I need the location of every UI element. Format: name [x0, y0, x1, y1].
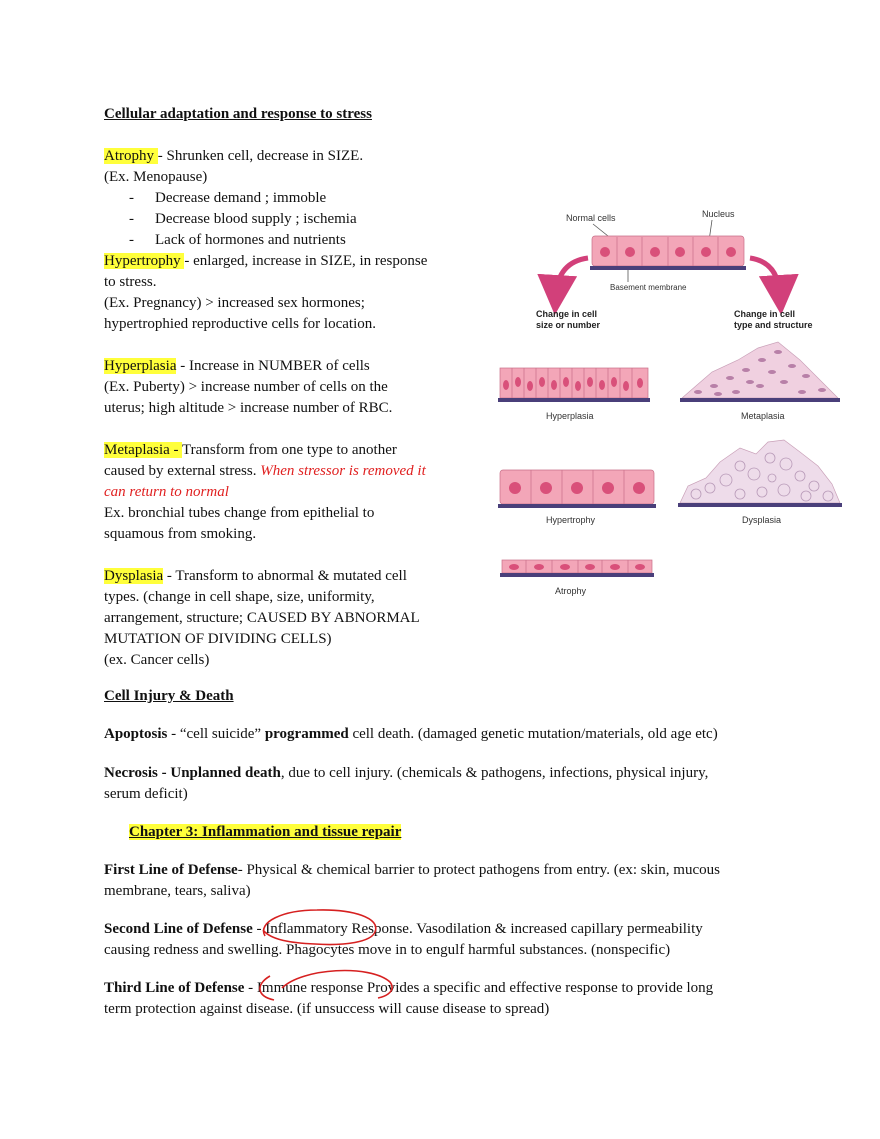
dysplasia-line: Dysplasia - Transform to abnormal & mutated cell	[104, 568, 407, 584]
atrophy-example: (Ex. Menopause)	[104, 169, 208, 185]
hyperplasia-line-3: uterus; high altitude > increase number of RBC.	[104, 400, 393, 416]
label-nucleus: Nucleus	[702, 209, 735, 219]
second-line-term: Second Line of Defense	[104, 921, 253, 937]
apoptosis-term: Apoptosis	[104, 726, 168, 742]
chapter-3-title: Chapter 3: Inflammation and tissue repair	[129, 824, 402, 840]
third-line-of-defense: Third Line of Defense - Immune response Provides a specific and effective response to provide long	[104, 980, 714, 996]
dysplasia-line-3: arrangement, structure; CAUSED BY ABNORMAL	[104, 610, 420, 626]
handwritten-circle-immune	[252, 962, 402, 1008]
label-change-type-2: type and structure	[734, 320, 813, 330]
metaplasia-image	[680, 342, 840, 402]
atrophy-term: Atrophy	[104, 148, 158, 164]
dysplasia-term: Dysplasia	[104, 568, 164, 584]
metaplasia-term: Metaplasia -	[104, 442, 183, 458]
first-line-term: First Line of Defense	[104, 862, 238, 878]
label-atrophy: Atrophy	[555, 586, 587, 596]
normal-cells-row	[590, 236, 746, 270]
hypertrophy-term: Hypertrophy	[104, 253, 185, 269]
dysplasia-line-2: types. (change in cell shape, size, uniformity,	[104, 589, 375, 605]
hypertrophy-line-2: to stress.	[104, 274, 157, 290]
hypertrophy-image	[498, 470, 656, 508]
necrosis-line: Necrosis - Unplanned death, due to cell injury. (chemicals & pathogens, infections, physical injury,	[104, 765, 709, 781]
hypertrophy-line: Hypertrophy - enlarged, increase in SIZE, in response	[104, 253, 428, 269]
arrow-right	[750, 258, 780, 295]
dysplasia-line-5: (ex. Cancer cells)	[104, 652, 210, 668]
atrophy-definition: - Shrunken cell, decrease in SIZE.	[157, 148, 364, 164]
label-change-type-1: Change in cell	[734, 309, 796, 319]
hypertrophy-line-3: (Ex. Pregnancy) > increased sex hormones;	[104, 295, 365, 311]
necrosis-term: Necrosis - Unplanned death	[104, 765, 281, 781]
label-dysplasia: Dysplasia	[742, 515, 782, 525]
hyperplasia-line-2: (Ex. Puberty) > increase number of cells on the	[104, 379, 388, 395]
label-metaplasia: Metaplasia	[741, 411, 785, 421]
metaplasia-note: When stressor is removed it	[260, 463, 426, 479]
label-change-size-1: Change in cell	[536, 309, 598, 319]
metaplasia-note-2: can return to normal	[104, 484, 229, 500]
arrow-left	[556, 258, 588, 295]
second-line-of-defense-2: causing redness and swelling. Phagocytes move in to engulf harmful substances. (nonspecific)	[104, 942, 671, 958]
second-line-of-defense: Second Line of Defense - Inflammatory Response. Vasodilation & increased capillary permeability	[104, 921, 703, 937]
label-change-size-2: size or number	[536, 320, 601, 330]
label-basement-membrane: Basement membrane	[610, 283, 687, 292]
apoptosis-line: Apoptosis - “cell suicide” programmed cell death. (damaged genetic mutation/materials, old age etc)	[104, 726, 718, 742]
hyperplasia-image	[498, 368, 650, 402]
third-line-term: Third Line of Defense	[104, 980, 245, 996]
necrosis-line-2: serum deficit)	[104, 786, 188, 802]
metaplasia-line-4: Ex. bronchial tubes change from epithelial to	[104, 505, 375, 521]
metaplasia-line-2: caused by external stress. When stressor is removed it	[104, 463, 426, 479]
label-hyperplasia: Hyperplasia	[546, 411, 594, 421]
handwritten-circle-inflammatory	[255, 900, 385, 952]
atrophy-line	[104, 146, 363, 167]
hypertrophy-line-4: hypertrophied reproductive cells for location.	[104, 316, 376, 332]
cell-adaptation-figure	[488, 200, 848, 610]
third-line-of-defense-2: term protection against disease. (if unsuccess will cause disease to spread)	[104, 1001, 550, 1017]
first-line-of-defense: First Line of Defense- Physical & chemical barrier to protect pathogens from entry. (ex: skin, mucous	[104, 862, 720, 878]
dysplasia-line-4: MUTATION OF DIVIDING CELLS)	[104, 631, 332, 647]
hyperplasia-line: Hyperplasia - Increase in NUMBER of cells	[104, 358, 370, 374]
first-line-of-defense-2: membrane, tears, saliva)	[104, 883, 251, 899]
dysplasia-image	[678, 440, 842, 507]
atrophy-image	[500, 560, 654, 577]
section-title-cellular-adaptation: Cellular adaptation and response to stress	[104, 106, 372, 122]
label-normal-cells: Normal cells	[566, 213, 616, 223]
metaplasia-line-5: squamous from smoking.	[104, 526, 257, 542]
hyperplasia-term: Hyperplasia	[104, 358, 177, 374]
section-title-cell-injury: Cell Injury & Death	[104, 688, 234, 704]
metaplasia-line: Metaplasia - Transform from one type to another	[104, 442, 397, 458]
label-hypertrophy: Hypertrophy	[546, 515, 596, 525]
